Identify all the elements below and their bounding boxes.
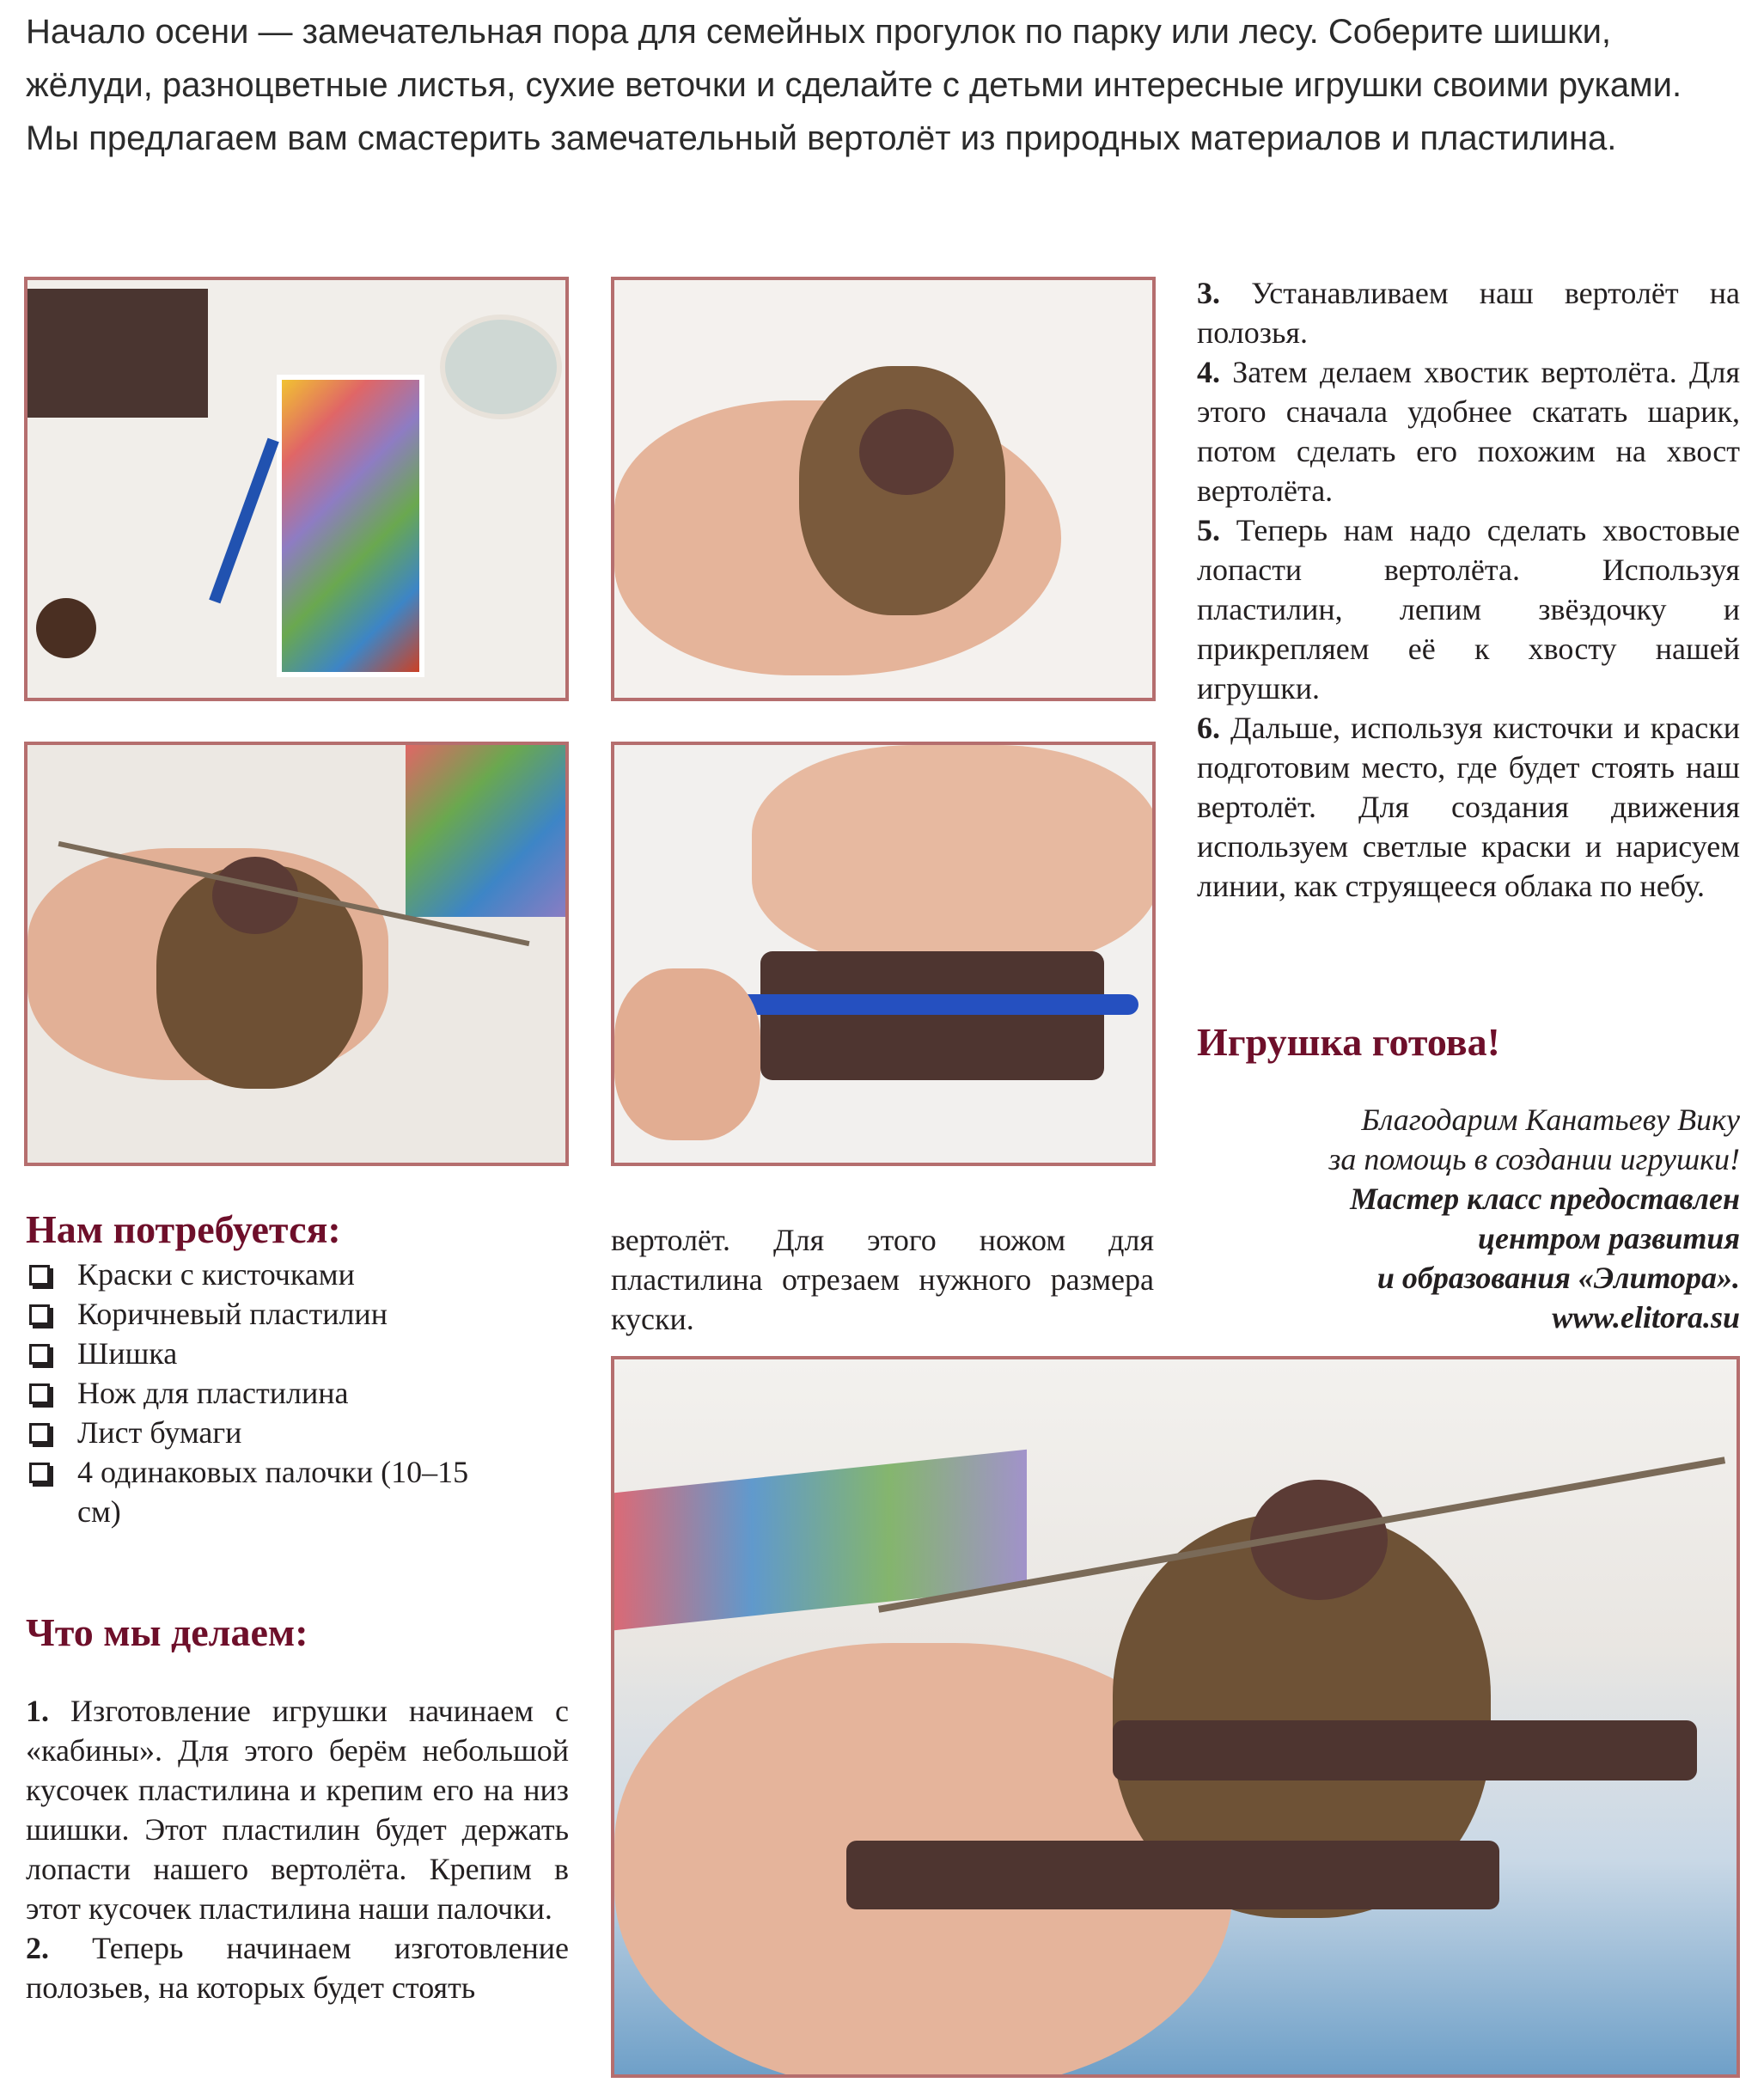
step-1: 1. Изготовление игрушки начинаем с «кабины». Для этого берём небольшой кусочек пластилина и крепим его на низ шишки. Этот пластилин будет держать лопасти нашего вертолёта. Крепим в этот кусочек пластилина наши палочки. <box>26 1694 569 1926</box>
step-4: 4. Затем делаем хвостик вертолёта. Для этого сначала удобнее скатать шарик, потом сделать его похожим на хвост вертолёта. <box>1197 355 1740 508</box>
materials-photo <box>24 277 569 701</box>
steps-1-2 <box>26 1691 569 2007</box>
step-3: 3. Устанавливаем наш вертолёт на полозья. <box>1197 276 1740 350</box>
list-item: Лист бумаги <box>26 1413 473 1452</box>
step-2-continued: вертолёт. Для этого ножом для пластилина отрезаем нужного размера куски. <box>611 1223 1154 1336</box>
step-2: 2. Теперь начинаем изготовление полозьев, на которых будет стоять <box>26 1931 569 2005</box>
needs-heading: Нам потребуется: <box>26 1207 341 1251</box>
checkbox-icon <box>29 1265 50 1286</box>
checkbox-icon <box>29 1423 50 1444</box>
list-item: Коричневый пластилин <box>26 1294 473 1334</box>
step-5: 5. Теперь нам надо сделать хвостовые лопасти вертолёта. Используя пластилин, лепим звёздочку и прикрепляем её к хвосту нашей игрушки. <box>1197 513 1740 705</box>
checkbox-icon <box>29 1463 50 1483</box>
cutting-plasticine-photo <box>611 742 1156 1166</box>
list-item: 4 одинаковых палочки (10–15 см) <box>26 1452 473 1531</box>
done-heading: Игрушка готова! <box>1197 1020 1500 1064</box>
list-item: Нож для пластилина <box>26 1373 473 1413</box>
steps-3-6 <box>1197 273 1740 906</box>
pinecone-in-hand-photo <box>611 277 1156 701</box>
needs-list <box>26 1255 473 1531</box>
sticks-in-pinecone-photo <box>24 742 569 1166</box>
finished-helicopter-photo <box>611 1356 1740 2078</box>
step-6: 6. Дальше, используя кисточки и краски подготовим место, где будет стоять наш вертолёт. Для создания движения используем светлые краски и нарисуем линии, как струящееся облака по небу. <box>1197 711 1740 903</box>
steps-heading: Что мы делаем: <box>26 1610 308 1654</box>
list-item: Краски с кисточками <box>26 1255 473 1294</box>
credits: Благодарим Канатьеву Вику за помощь в создании игрушки! Мастер класс предоставлен центром развития и образования «Элитора». www.elitora.su <box>1197 1100 1740 1337</box>
website-link[interactable]: www.elitora.su <box>1552 1300 1740 1335</box>
intro-paragraph: Начало осени — замечательная пора для семейных прогулок по парку или лесу. Соберите шишки, жёлуди, разноцветные листья, сухие веточки и сделайте с детьми интересные игрушки своими руками. Мы предлагаем вам смастерить замечательный вертолёт из природных материалов и пластилина. <box>26 13 1682 157</box>
list-item: Шишка <box>26 1334 473 1373</box>
checkbox-icon <box>29 1304 50 1325</box>
checkbox-icon <box>29 1383 50 1404</box>
checkbox-icon <box>29 1344 50 1365</box>
